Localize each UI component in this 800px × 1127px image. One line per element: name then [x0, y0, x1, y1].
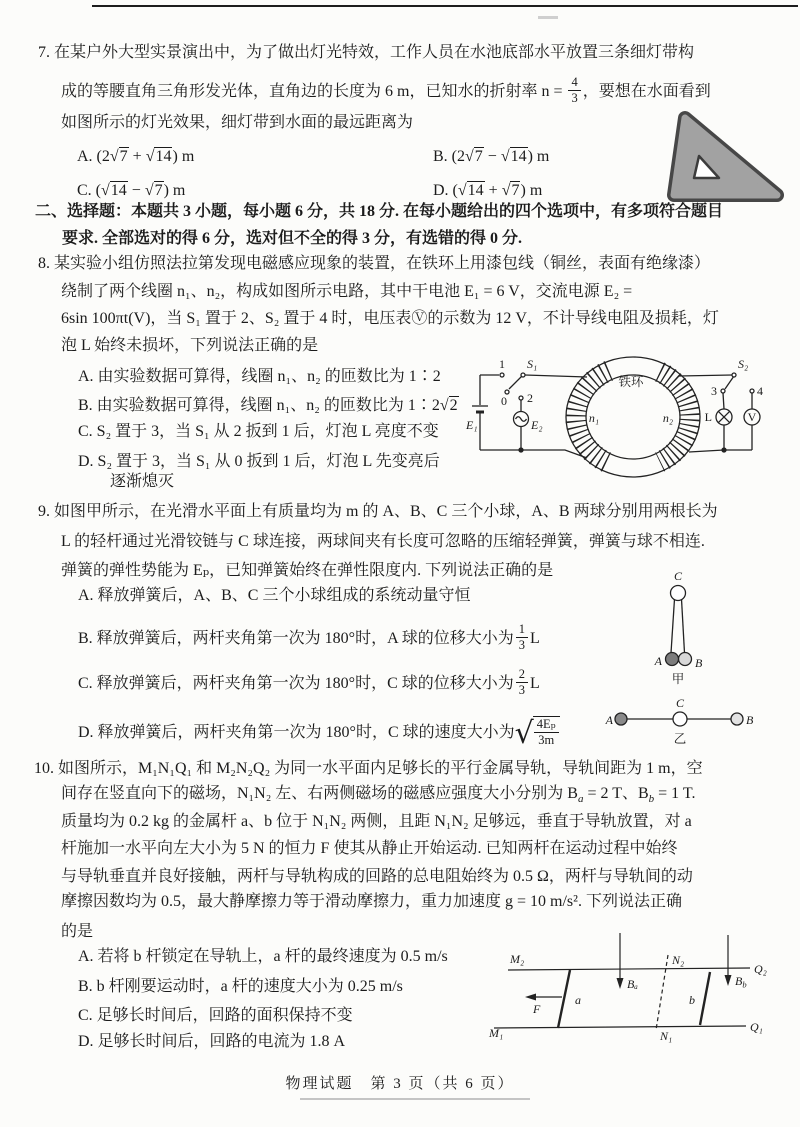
label-force-f: F — [533, 1002, 541, 1016]
scan-artifact-bottom — [300, 1098, 530, 1100]
rail-top — [508, 968, 750, 970]
switch-s1-label: S₁ — [527, 357, 538, 371]
wire-left-bottom — [480, 450, 587, 458]
q9-option-d: D. 释放弹簧后，两杆夹角第一次为 180°时，C 球的速度大小为 √ $\frac{\text{4Eₚ}}{3m}$ — [78, 716, 560, 751]
q10-line-2: 间存在竖直向下的磁场，N₁N₂ 左、右两侧磁场的磁感应强度大小分别为 $B_a = 2$ T、$B_b = 1$ T. — [61, 785, 696, 806]
q7-option-d: D. (√14 + √7) m — [433, 182, 543, 199]
junction-left — [519, 448, 523, 452]
ball-b-top — [679, 653, 692, 666]
force-arrow-head — [525, 994, 536, 1001]
label-m1: M₁ — [489, 1026, 504, 1040]
q9-line-1: 9. 如图甲所示，在光滑水平面上有质量均为 m 的 A、B、C 三个小球，A、B 两球分别用两根长为 — [38, 503, 718, 520]
contact-4-label: 4 — [757, 384, 763, 398]
q10-option-a: A. 若将 b 杆锁定在导轨上，a 杆的最终速度为 0.5 m/s — [78, 948, 448, 965]
field-ba-arrow-head — [617, 978, 624, 989]
q7-line-2: 成的等腰直角三角形发光体，直角边的长度为 6 m，已知水的折射率 n = $\frac{4}{3}$ ，要想在水面看到 — [61, 75, 711, 106]
q8-line-1: 8. 某实验小组仿照法拉第发现电磁感应现象的装置，在铁环上用漆包线（铜丝，表面有绝缘漆） — [38, 255, 711, 272]
q9-line-2: L 的轻杆通过光滑铰链与 C 球连接，两球间夹有长度可忽略的压缩轻弹簧，弹簧与球不相连. — [61, 533, 705, 550]
rod-right — [682, 599, 685, 653]
q8-option-d: D. S₂ 置于 3，当 S₁ 从 0 扳到 1 后，灯泡 L 先变亮后 — [78, 453, 440, 470]
switch-s1-blade — [509, 376, 522, 389]
label-n1: N₁ — [660, 1029, 673, 1043]
ball-b-bottom — [731, 713, 743, 725]
q10-line-1: 10. 如图所示，M₁N₁Q₁ 和 M₂N₂Q₂ 为同一水平面内足够长的平行金属导轨，导轨间距为 1 m，空 — [34, 760, 703, 777]
triangle-body — [674, 118, 777, 195]
q10-line-5: 与导轨垂直并良好接触，两杆与导轨构成的回路的总电阻始终为 0.5 Ω，两杆与导轨间的动 — [61, 868, 693, 885]
contact-0-label: 0 — [501, 394, 507, 408]
q8-option-b: B. 由实验数据可算得，线圈 n₁、n₂ 的匝数比为 1∶2√2 — [78, 397, 458, 414]
contact-1-label: 1 — [499, 357, 505, 371]
scan-artifact-smudge — [538, 16, 558, 19]
label-q2: Q₂ — [754, 962, 767, 976]
junction-right — [722, 448, 726, 452]
lamp-label: L — [704, 410, 712, 424]
q7-option-b: B. (2√7 − √14) m — [433, 148, 550, 165]
q8-figure-circuit — [465, 355, 795, 507]
label-m2: M₂ — [510, 952, 525, 966]
q9-option-b: B. 释放弹簧后，两杆夹角第一次为 180°时，A 球的位移大小为 $\frac{1}{3}$ L — [78, 622, 540, 653]
label-field-bb-sub: b — [742, 979, 747, 990]
q10-option-c: C. 足够长时间后，回路的面积保持不变 — [78, 1007, 353, 1024]
scan-artifact-top — [92, 5, 798, 7]
contact-3 — [721, 389, 725, 393]
q9-option-c: C. 释放弹簧后，两杆夹角第一次为 180°时，C 球的位移大小为 $\frac{2}{3}$ L — [78, 667, 540, 698]
switch-s2-blade — [725, 376, 734, 389]
q9-line-3: 弹簧的弹性势能为 Eₚ，已知弹簧始终在弹性限度内. 下列说法正确的是 — [61, 562, 554, 579]
q8-line-3: 6sin 100πt(V)，当 S₁ 置于 2、S₂ 置于 4 时，电压表Ⓥ的示数为 12 V，不计导线电阻及损耗，灯 — [61, 310, 719, 327]
iron-ring-label: 铁环 — [618, 375, 644, 389]
contact-3-label: 3 — [711, 384, 717, 398]
section2-header-line-1: 二、选择题：本题共 3 小题，每小题 6 分，共 18 分. 在每小题给出的四个选项中，有多项符合题目 — [35, 203, 724, 220]
q10-figure-rails — [488, 923, 800, 1071]
battery-e1-label: E₁ — [466, 418, 478, 432]
ball-a-bottom — [615, 713, 627, 725]
q7-figure-light-triangle — [663, 108, 793, 208]
ac-sine-glyph — [516, 417, 527, 422]
switch-s2-label: S₂ — [738, 357, 749, 371]
contact-4 — [750, 389, 754, 393]
section2-header-line-2: 要求. 全部选对的得 6 分，选对但不全的得 3 分，有选错的得 0 分. — [62, 230, 523, 247]
contact-2-label: 2 — [527, 391, 533, 405]
q8-option-d-line-2: 逐渐熄灭 — [110, 473, 175, 490]
q10-option-b: B. b 杆刚要运动时，a 杆的速度大小为 0.25 m/s — [78, 978, 403, 995]
caption-yi: 乙 — [673, 732, 687, 746]
rod-b — [700, 972, 710, 1025]
rod-a — [558, 970, 570, 1028]
label-rod-b: b — [689, 993, 695, 1007]
label-q1: Q₁ — [750, 1020, 763, 1034]
ball-c-top — [671, 586, 686, 601]
q9-option-a: A. 释放弹簧后，A、B、C 三个小球组成的系统动量守恒 — [78, 587, 471, 604]
q10-line-7: 的是 — [61, 923, 94, 940]
label-a-bottom: A — [605, 713, 613, 727]
coil-n2-label: n₂ — [662, 411, 674, 425]
rail-bottom — [494, 1026, 746, 1028]
q7-option-a: A. (2√7 + √14) m — [77, 148, 195, 165]
lamp-cross — [718, 411, 729, 422]
q8-option-a: A. 由实验数据可算得，线圈 n₁、n₂ 的匝数比为 1∶2 — [78, 368, 441, 385]
contact-1 — [500, 373, 504, 377]
switch-s2-pivot — [732, 373, 736, 377]
switch-s1-pivot — [521, 373, 525, 377]
q10-option-d: D. 足够长时间后，回路的电流为 1.8 A — [78, 1033, 346, 1050]
q10-line-3: 质量均为 0.2 kg 的金属杆 a、b 位于 N₁N₂ 两侧，且距 N₁N₂ 足够远，垂直于导轨放置，对 a — [61, 813, 692, 830]
label-b-bottom: B — [746, 713, 754, 727]
rod-left — [671, 599, 675, 653]
coil-n1-label: n₁ — [588, 411, 600, 425]
q7-line-1: 7. 在某户外大型实景演出中，为了做出灯光特效，工作人员在水池底部水平放置三条细灯带构 — [38, 44, 695, 61]
q9-figure-balls — [593, 568, 783, 748]
lamp-lead-top — [723, 393, 724, 409]
q7-line-3: 如图所示的灯光效果，细灯带到水面的最远距离为 — [61, 114, 414, 131]
label-a-top: A — [654, 654, 662, 668]
label-rod-a: a — [575, 993, 581, 1007]
q10-line-4: 杆施加一水平向左大小为 5 N 的恒力 F 使其从静止开始运动. 已知两杆在运动过程中始终 — [61, 840, 678, 857]
q8-line-4: 泡 L 始终未损坏，下列说法正确的是 — [61, 337, 319, 354]
page-footer: 物理试题 第 3 页（共 6 页） — [285, 1076, 515, 1092]
wire-left-top — [480, 375, 587, 377]
label-c-top: C — [673, 569, 683, 583]
wire-right-top — [679, 375, 732, 376]
label-b-top: B — [695, 656, 703, 670]
boundary-dashed — [656, 955, 668, 1030]
label-c-bottom: C — [675, 696, 685, 710]
field-bb-arrow-head — [725, 975, 732, 986]
ball-c-bottom — [673, 712, 687, 726]
label-field-ba: Bₐ — [627, 977, 638, 991]
q8-line-2: 绕制了两个线圈 n₁、n₂，构成如图所示电路，其中干电池 E₁ = 6 V，交流电源 E₂ = — [61, 283, 633, 300]
q7-option-c: C. (√14 − √7) m — [77, 182, 186, 199]
label-n2: N₂ — [672, 953, 685, 967]
contact-2 — [519, 396, 523, 400]
q10-line-6: 摩擦因数均为 0.5，最大静摩擦力等于滑动摩擦力，重力加速度 g = 10 m/s². 下列说法正确 — [61, 893, 682, 910]
ball-a-top — [666, 653, 679, 666]
voltmeter-letter: V — [747, 410, 757, 424]
label-field-bb-main: B — [735, 974, 743, 988]
ac-source-e2-label: E₂ — [531, 418, 543, 432]
caption-jia: 甲 — [671, 672, 685, 686]
q8-option-c: C. S₂ 置于 3，当 S₁ 从 2 扳到 1 后，灯泡 L 亮度不变 — [78, 423, 439, 440]
label-field-bb — [735, 974, 747, 990]
